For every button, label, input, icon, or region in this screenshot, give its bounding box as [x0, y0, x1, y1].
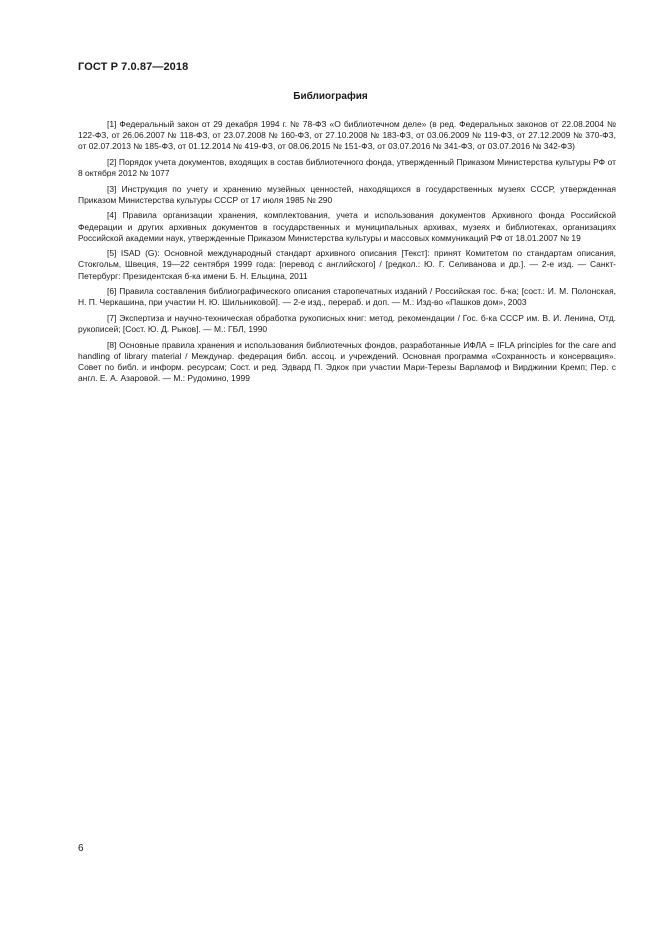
bibliography-entry: [2] Порядок учета документов, входящих в состав библиотечного фонда, утвержденный Приказом Министерства культуры РФ от 8 октября 2012 № 1077 [78, 156, 616, 178]
bibliography-entry: [1] Федеральный закон от 29 декабря 1994 г. № 78-ФЗ «О библиотечном деле» (в ред. Федеральных законов от 22.08.2004 № 122-ФЗ, от 26.06.2007 № 118-ФЗ, от 23.07.2008 № 160-ФЗ, от 27.10.2008 № 183-ФЗ, от 03.06.2009 № 119-ФЗ, от 27.12.2009 № 370-ФЗ, от 02.07.2013 № 185-ФЗ, от 01.12.2014 № 419-ФЗ, от 08.06.2015 № 151-ФЗ, от 03.07.2016 № 341-ФЗ, от 03.07.2016 № 342-ФЗ) [78, 119, 616, 152]
bibliography-list [78, 119, 616, 389]
section-title: Библиография [293, 91, 368, 102]
document-code-header: ГОСТ Р 7.0.87—2018 [78, 61, 189, 73]
bibliography-entry: [5] ISAD (G): Основной международный стандарт архивного описания [Текст]: принят Комитетом по стандартам описания, Стокгольм, Швеция, 19—22 сентября 1999 года: [перевод с английского] / [редкол.: Ю. Г. Селиванова и др.]. — 2-е изд. — Санкт-Петербург: Президентская б-ка имени Б. Н. Ельцина, 2011 [78, 248, 616, 281]
bibliography-entry: [6] Правила составления библиографического описания старопечатных изданий / Российская гос. б-ка; [сост.: И. М. Полонская, Н. П. Черкашина, при участии Н. Ю. Шильниковой]. — 2-е изд., перераб. и доп. — М.: Изд-во «Пашков дом», 2003 [78, 286, 616, 308]
bibliography-entry: [3] Инструкция по учету и хранению музейных ценностей, находящихся в государственных музеях СССР, утвержденная Приказом Министерства культуры СССР от 17 июля 1985 № 290 [78, 183, 616, 205]
bibliography-entry: [8] Основные правила хранения и использования библиотечных фондов, разработанные ИФЛА = IFLA principles for the care and handling of library material / Междунар. федерация библ. ассоц. и учреждений. Основная программа «Сохранность и консервация». Совет по библ. и информ. ресурсам; Сост. и ред. Эдвард П. Эдкок при участии Мари-Терезы Варламоф и Вирджинии Кремп; Пер. с англ. Е. А. Азаровой. — М.: Рудомино, 1999 [78, 339, 616, 384]
bibliography-entry: [4] Правила организации хранения, комплектования, учета и использования документов Архивного фонда Российской Федерации и других архивных документов в государственных и муниципальных архивах, музеях и библиотеках, организациях Российской академии наук, утвержденные Приказом Министерства культуры и массовых коммуникаций РФ от 18.01.2007 № 19 [78, 210, 616, 243]
bibliography-entry: [7] Экспертиза и научно-техническая обработка рукописных книг: метод. рекомендации / Гос. б-ка СССР им. В. И. Ленина, Отд. рукописей; [Сост. Ю. Д. Рыков]. — М.: ГБЛ, 1990 [78, 312, 616, 335]
page-number: 6 [78, 843, 84, 854]
